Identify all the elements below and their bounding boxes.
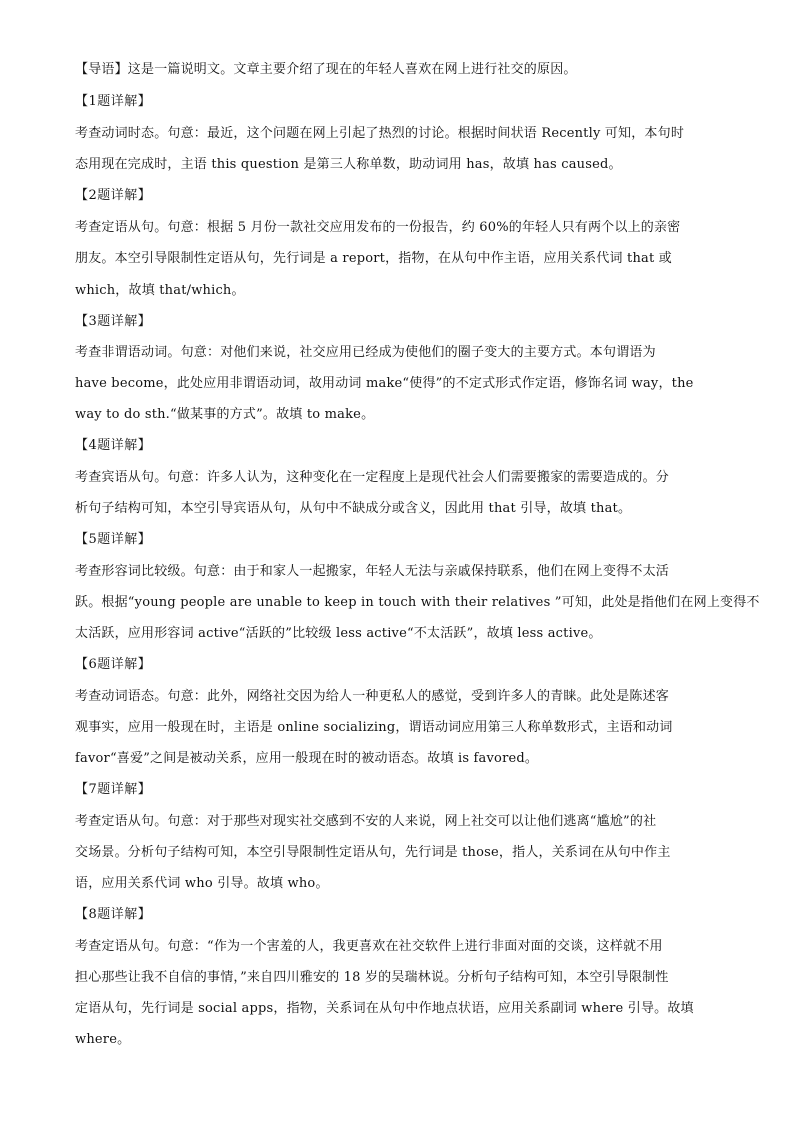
question-3-line-1: 考查非谓语动词。句意：对他们来说，社交应用已经成为使他们的圈子变大的主要方式。本句谓语为 [75,345,656,360]
question-7-line-2: 交场景。分析句子结构可知，本空引导限制性定语从句，先行词是 those，指人，关系词在从句中作主 [75,845,671,860]
question-8-line-4: where。 [75,1032,131,1047]
question-8-header: 【8题详解】 [75,907,152,922]
question-7-header: 【7题详解】 [75,782,152,797]
intro-paragraph: 【导语】这是一篇说明文。文章主要介绍了现在的年轻人喜欢在网上进行社交的原因。 [75,62,577,77]
question-6-line-1: 考查动词语态。句意：此外，网络社交因为给人一种更私人的感觉，受到许多人的青睐。此处是陈述客 [75,689,670,704]
question-6-line-2: 观事实，应用一般现在时，主语是 online socializing，谓语动词应用第三人称单数形式，主语和动词 [75,720,673,735]
question-8-line-2: 担心那些让我不自信的事情，”来自四川雅安的 18 岁的吴瑞林说。分析句子结构可知，本空引导限制性 [75,970,669,985]
question-1-line-1: 考查动词时态。句意：最近，这个问题在网上引起了热烈的讨论。根据时间状语 Recently 可知，本句时 [75,126,685,141]
question-4-line-2: 析句子结构可知，本空引导宾语从句，从句中不缺成分或含义，因此用 that 引导，故填 that。 [75,501,632,516]
question-6-header: 【6题详解】 [75,657,152,672]
question-2-header: 【2题详解】 [75,188,152,203]
question-4-line-1: 考查宾语从句。句意：许多人认为，这种变化在一定程度上是现代社会人们需要搬家的需要造成的。分 [75,470,670,485]
question-2-line-2: 朋友。本空引导限制性定语从句，先行词是 a report，指物，在从句中作主语，应用关系代词 that 或 [75,251,672,266]
question-8-line-1: 考查定语从句。句意：“作为一个害羞的人，我更喜欢在社交软件上进行非面对面的交谈，这样就不用 [75,939,663,954]
question-2-line-1: 考查定语从句。句意：根据 5 月份一款社交应用发布的一份报告，约 60%的年轻人只有两个以上的亲密 [75,220,681,235]
question-8-line-3: 定语从句，先行词是 social apps，指物，关系词在从句中作地点状语，应用关系副词 where 引导。故填 [75,1001,694,1016]
question-2-line-3: which，故填 that/which。 [75,283,245,298]
question-5-header: 【5题详解】 [75,532,152,547]
question-6-line-3: favor“喜爱”之间是被动关系，应用一般现在时的被动语态。故填 is favored。 [75,751,539,766]
question-5-line-1: 考查形容词比较级。句意：由于和家人一起搬家，年轻人无法与亲戚保持联系，他们在网上变得不太活 [75,564,670,579]
question-7-line-3: 语，应用关系代词 who 引导。故填 who。 [75,876,329,891]
question-1-line-2: 态用现在完成时，主语 this question 是第三人称单数，助动词用 has，故填 has caused。 [75,157,622,172]
question-1-header: 【1题详解】 [75,94,152,109]
question-7-line-1: 考查定语从句。句意：对于那些对现实社交感到不安的人来说，网上社交可以让他们逃离“尴尬”的社 [75,814,657,829]
question-5-line-2: 跃。根据“young people are unable to keep in touch with their relatives ”可知，此处是指他们在网上变得不 [75,595,760,610]
question-5-line-3: 太活跃，应用形容词 active“活跃的”比较级 less active“不太活跃”，故填 less active。 [75,626,602,641]
question-4-header: 【4题详解】 [75,438,152,453]
question-3-header: 【3题详解】 [75,314,152,329]
question-3-line-2: have become，此处应用非谓语动词，故用动词 make“使得”的不定式形式作定语，修饰名词 way，the [75,376,694,391]
question-3-line-3: way to do sth.“做某事的方式”。故填 to make。 [75,407,375,422]
